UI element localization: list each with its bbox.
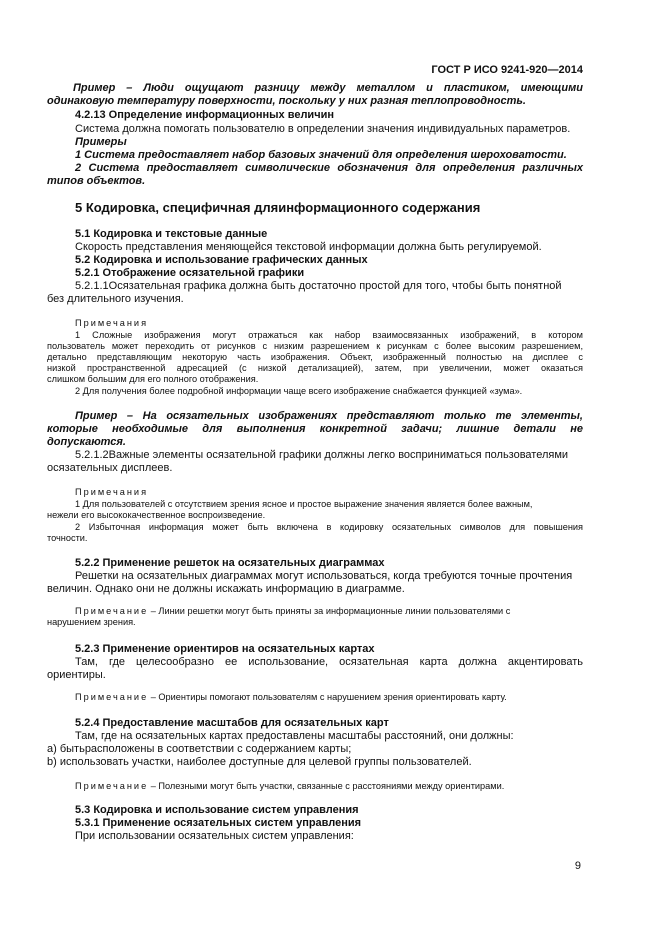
section-heading: 5.2.4 Предоставление масштабов для осязательных карт bbox=[75, 717, 389, 729]
example-text: допускаются. bbox=[47, 436, 126, 448]
note-text: пользователь может переходить от рисунков с низким разрешением к рисункам с более высоким разрешением, bbox=[47, 341, 583, 351]
example-text: одинаковую температуру поверхности, поскольку у них разная теплопроводность. bbox=[47, 95, 526, 107]
note-text: слишком большим для его полного отображения. bbox=[47, 374, 259, 384]
note-text: 1 Для пользователей с отсутствием зрения ясное и простое выражение значения является более важным, bbox=[75, 499, 533, 509]
body-text: без длительного изучения. bbox=[47, 293, 184, 305]
note-label: Примечания bbox=[75, 487, 149, 497]
body-text: величин. Однако они не должны искажать информацию в диаграмме. bbox=[47, 583, 405, 595]
body-text: Там, где на осязательных картах предоставлены масштабы расстояний, они должны: bbox=[75, 730, 514, 742]
example-text: 2 Система предоставляет символические обозначения для определения различных bbox=[75, 162, 583, 174]
example-text: типов объектов. bbox=[47, 175, 146, 187]
body-text: Система должна помогать пользователю в определении значения индивидуальных параметров. bbox=[75, 123, 571, 135]
chapter-heading: 5 Кодировка, специфичная дляинформационного содержания bbox=[75, 200, 481, 215]
body-text: 5.2.1.2Важные элементы осязательной графики должны легко восприниматься пользователями bbox=[75, 449, 569, 461]
page-header: ГОСТ Р ИСО 9241-920—2014 bbox=[431, 64, 583, 76]
body-text: Решетки на осязательных диаграммах могут использоваться, когда требуются точные прочтения bbox=[75, 570, 573, 582]
note-body: – Линии решетки могут быть приняты за информационные линии пользователями с bbox=[150, 606, 511, 616]
section-heading: 5.2.1 Отображение осязательной графики bbox=[75, 267, 305, 279]
note-text bbox=[75, 692, 611, 703]
note-text: детально представляющим некоторую часть изображения. Объект, изображенный полностью на дисплее с bbox=[47, 352, 583, 362]
note-text: 1 Сложные изображения могут отражаться как набор взаимосвязанных изображений, в котором bbox=[75, 330, 583, 340]
body-text: При использовании осязательных систем управления: bbox=[75, 830, 354, 842]
section-heading: 5.3.1 Применение осязательных систем управления bbox=[75, 817, 362, 829]
body-text: 5.2.1.1Осязательная графика должна быть достаточно простой для того, чтобы быть понятной bbox=[75, 280, 562, 292]
list-item: b) использовать участки, наиболее доступные для целевой группы пользователей. bbox=[47, 756, 472, 768]
section-heading: 5.1 Кодировка и текстовые данные bbox=[75, 228, 268, 240]
note-text: нежели его высококачественное воспроизведение. bbox=[47, 510, 266, 520]
example-text: которые необходимые для выполнения конкретной задачи; лишние детали не bbox=[47, 423, 583, 435]
note-label: Примечание bbox=[75, 781, 149, 791]
note-text: 2 Избыточная информация может быть включена в кодировку осязательных символов для повышения bbox=[75, 522, 583, 532]
section-heading: 5.2 Кодировка и использование графических данных bbox=[75, 254, 368, 266]
body-text: осязательных дисплеев. bbox=[47, 462, 173, 474]
section-heading: 5.2.3 Применение ориентиров на осязательных картах bbox=[75, 643, 375, 655]
section-heading: 4.2.13 Определение информационных величин bbox=[75, 109, 334, 121]
section-heading: 5.2.2 Применение решеток на осязательных диаграммах bbox=[75, 557, 385, 569]
section-heading: 5.3 Кодировка и использование систем управления bbox=[75, 804, 359, 816]
example-text: Пример – Люди ощущают разницу между металлом и пластиком, имеющими bbox=[73, 82, 583, 94]
body-text: ориентиры. bbox=[47, 669, 106, 681]
note-text: низкой пространственной адресацией (с низкой детализацией), затем, при увеличении, может оказаться bbox=[47, 363, 583, 373]
list-item: а) бытьрасположены в соответствии с содержанием карты; bbox=[47, 743, 352, 755]
note-text: точности. bbox=[47, 533, 88, 543]
note-text bbox=[75, 606, 611, 617]
body-text: Там, где целесообразно ее использование, осязательная карта должна акцентировать bbox=[75, 656, 583, 668]
note-text: нарушением зрения. bbox=[47, 617, 136, 627]
note-label: Примечания bbox=[75, 318, 149, 328]
example-text: Пример – На осязательных изображениях представляют только те элементы, bbox=[75, 410, 583, 422]
note-body: – Ориентиры помогают пользователям с нарушением зрения ориентировать карту. bbox=[150, 692, 507, 702]
page-number: 9 bbox=[574, 860, 581, 872]
note-text: 2 Для получения более подробной информации чаще всего изображение снабжается функцией «зума». bbox=[75, 386, 523, 396]
examples-label: Примеры bbox=[75, 136, 127, 148]
note-label: Примечание bbox=[75, 692, 149, 702]
note-text bbox=[75, 781, 611, 792]
note-body: – Полезными могут быть участки, связанные с расстояниями между ориентирами. bbox=[150, 781, 505, 791]
body-text: Скорость представления меняющейся текстовой информации должна быть регулируемой. bbox=[75, 241, 542, 253]
note-label: Примечание bbox=[75, 606, 149, 616]
example-text: 1 Система предоставляет набор базовых значений для определения шероховатости. bbox=[75, 149, 567, 161]
